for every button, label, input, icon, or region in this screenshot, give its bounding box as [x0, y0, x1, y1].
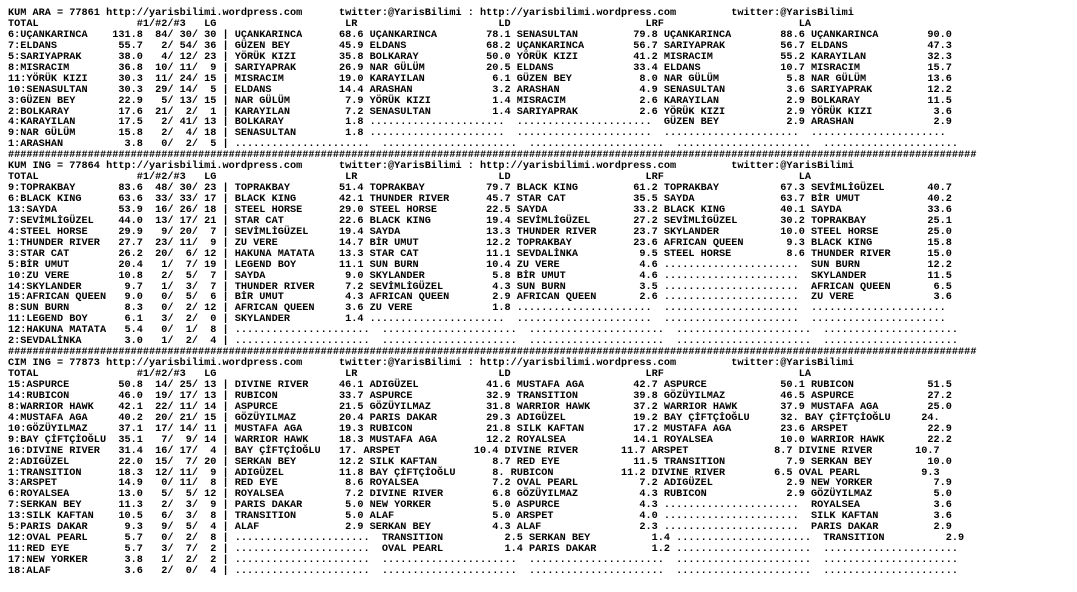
result-row: 3:ARSPET 14.9 0/ 11/ 8 | RED EYE 8.6 ROYALSEA 7.2 OVAL PEARL 7.2 ADIGÜZEL 2.9 NEW YORKER 7.9 — [8, 477, 952, 490]
result-row: 2:SEVDALİNKA 3.0 1/ 2/ 4 | ...................... ...................... ...................... ...................... ...................... — [8, 335, 959, 348]
result-row: 18:ALAF 3.6 2/ 0/ 4 | ...................... ...................... ...................... ...................... ...................... — [8, 564, 959, 577]
result-row: 7:SERKAN BEY 11.3 2/ 3/ 9 | PARIS DAKAR 5.0 NEW YORKER 5.0 ASPURCE 4.3 ...................... ROYALSEA 3.6 — [8, 499, 952, 512]
result-row: 3:STAR CAT 26.2 20/ 6/ 12 | HAKUNA MATATA 13.3 STAR CAT 11.1 SEVDALİNKA 9.5 STEEL HORSE 8.6 THUNDER RIVER 15.0 — [8, 247, 952, 260]
column-headers: TOTAL #1/#2/#3 LG LR LD LRF LA — [8, 368, 811, 380]
result-row: 1:ARASHAN 3.8 0/ 2/ 5 | ...................... ...................... ...................... ...................... ...................... — [8, 138, 959, 151]
result-row: 2:ADIGÜZEL 22.0 15/ 7/ 20 | SERKAN BEY 12.2 SILK KAFTAN 8.7 RED EYE 11.5 TRANSITION 7.9 SERKAN BEY 10.0 — [8, 455, 952, 468]
result-row: 10:ZU VERE 10.8 2/ 5/ 7 | SAYDA 9.0 SKYLANDER 5.8 BİR UMUT 4.6 ...................... SKYLANDER 11.5 — [8, 269, 952, 282]
result-row: 11:LEGEND BOY 6.1 3/ 2/ 0 | SKYLANDER 1.4 ...................... ...................... ...................... ...................... — [8, 313, 946, 326]
result-row: 9:NAR GÜLÜM 15.8 2/ 4/ 18 | SENASULTAN 1.8 ...................... ...................... ...................... ...................... — [8, 127, 946, 140]
result-row: 12:OVAL PEARL 5.7 0/ 2/ 8 | ...................... TRANSITION 2.5 SERKAN BEY 1.4 ...................... TRANSITION 2.9 — [8, 532, 965, 545]
result-row: 11:RED EYE 5.7 3/ 7/ 2 | ...................... OVAL PEARL 1.4 PARIS DAKAR 1.2 ...................... ...................... — [8, 543, 959, 556]
result-row: 2:BOLKARAY 17.6 21/ 2/ 1 | KARAYILAN 7.2 SENASULTAN 1.4 SARIYAPRAK 2.6 YÖRÜK KIZI 2.9 YÖRÜK KIZI 3.6 — [8, 105, 952, 118]
result-row: 5:SARIYAPRAK 38.0 4/ 12/ 23 | YÖRÜK KIZI 35.8 BOLKARAY 50.0 YÖRÜK KIZI 41.2 MISRACIM 55.2 KARAYILAN 32.3 — [8, 50, 952, 63]
result-row: 3:GÜZEN BEY 22.9 5/ 13/ 15 | NAR GÜLÜM 7.9 YÖRÜK KIZI 1.4 MISRACIM 2.6 KARAYILAN 2.9 BOLKARAY 11.5 — [8, 94, 952, 107]
result-row: 16:DIVINE RIVER 31.4 16/ 17/ 4 | BAY ÇİFTÇİOĞLU 17. ARSPET 10.4 DIVINE RIVER 11.7 ARSPET 8.7 DIVINE RIVER 10.7 — [8, 444, 940, 457]
result-row: 13:SILK KAFTAN 10.5 6/ 3/ 8 | TRANSITION 5.0 ALAF 5.0 ARSPET 4.0 ...................... SILK KAFTAN 3.6 — [8, 510, 952, 523]
section-header: KUM ING = 77864 http://yarisbilimi.wordpress.com twitter:@YarisBilimi : http://yarisbilimi.wordpress.com twitter:@YarisBilimi — [8, 160, 854, 173]
result-row: 14:SKYLANDER 9.7 1/ 3/ 7 | THUNDER RIVER 7.2 SEVİMLİGÜZEL 4.3 SUN BURN 3.5 ...................... AFRICAN QUEEN 6.5 — [8, 280, 952, 293]
result-row: 17:NEW YORKER 3.8 1/ 2/ 2 | ...................... ...................... ...................... ...................... ...................... — [8, 554, 959, 566]
section-header: KUM ARA = 77861 http://yarisbilimi.wordpress.com twitter:@YarisBilimi : http://yarisbilimi.wordpress.com twitter:@YarisBilimi — [8, 7, 854, 19]
result-row: 4:KARAYILAN 17.5 2/ 41/ 13 | BOLKARAY 1.8 ...................... ...................... GÜZEN BEY 2.9 ARASHAN 2.9 — [8, 116, 952, 129]
result-row: 7:ELDANS 55.7 2/ 54/ 36 | GÜZEN BEY 45.9 ELDANS 68.2 UÇANKARINCA 56.7 SARIYAPRAK 56.7 ELDANS 47.3 — [8, 39, 952, 52]
section-header: CIM ING = 77873 http://yarisbilimi.wordpress.com twitter:@YarisBilimi : http://yarisbilimi.wordpress.com twitter:@YarisBilimi — [8, 357, 854, 370]
result-row: 10:GÖZÜYILMAZ 37.1 17/ 14/ 11 | MUSTAFA AGA 19.3 RUBICON 21.8 SILK KAFTAN 17.2 MUSTAFA AGA 23.6 ARSPET 22.9 — [8, 422, 952, 435]
result-row: 4:STEEL HORSE 29.9 9/ 20/ 7 | SEVİMLİGÜZEL 19.4 SAYDA 13.3 THUNDER RIVER 23.7 SKYLANDER 10.0 STEEL HORSE 25.0 — [8, 225, 952, 238]
result-row: 15:ASPURCE 50.8 14/ 25/ 13 | DIVINE RIVER 46.1 ADIGÜZEL 41.6 MUSTAFA AGA 42.7 ASPURCE 50.1 RUBICON 51.5 — [8, 379, 952, 391]
result-row: 6:ROYALSEA 13.0 5/ 5/ 12 | ROYALSEA 7.2 DIVINE RIVER 6.8 GÖZÜYILMAZ 4.3 RUBICON 2.9 GÖZÜYILMAZ 5.0 — [8, 488, 952, 501]
result-row: 13:SAYDA 53.9 16/ 26/ 18 | STEEL HORSE 29.0 STEEL HORSE 22.5 SAYDA 33.2 BLACK KING 40.1 SAYDA 33.6 — [8, 203, 952, 216]
column-headers: TOTAL #1/#2/#3 LG LR LD LRF LA — [8, 17, 811, 30]
result-row: 8:SUN BURN 8.3 0/ 2/ 12 | AFRICAN QUEEN 3.6 ZU VERE 1.8 ...................... ...................... ...................... — [8, 302, 946, 315]
result-row: 4:MUSTAFA AGA 40.2 20/ 21/ 15 | GÖZÜYILMAZ 20.4 PARIS DAKAR 29.3 ADIGÜZEL 19.2 BAY ÇİFTÇİOĞLU 32. BAY ÇİFTÇİOĞLU 24. — [8, 411, 940, 424]
column-headers: TOTAL #1/#2/#3 LG LR LD LRF LA — [8, 171, 811, 184]
result-row: 8:MISRACIM 36.8 10/ 11/ 9 | SARIYAPRAK 26.9 NAR GÜLÜM 20.5 ELDANS 33.4 ELDANS 10.7 MISRACIM 15.7 — [8, 61, 952, 74]
result-row: 6:BLACK KING 63.6 33/ 33/ 17 | BLACK KING 42.1 THUNDER RIVER 45.7 STAR CAT 35.5 SAYDA 63.7 BİR UMUT 40.2 — [8, 193, 952, 205]
result-row: 10:SENASULTAN 30.3 29/ 14/ 5 | ELDANS 14.4 ARASHAN 3.2 ARASHAN 4.9 SENASULTAN 3.6 SARIYAPRAK 12.2 — [8, 83, 952, 96]
result-row: 7:SEVİMLİGÜZEL 44.0 13/ 17/ 21 | STAR CAT 22.6 BLACK KING 19.4 SEVİMLİGÜZEL 27.2 SEVİMLİGÜZEL 30.2 TOPRAKBAY 25.1 — [8, 214, 952, 227]
result-row: 5:PARIS DAKAR 9.3 9/ 5/ 4 | ALAF 2.9 SERKAN BEY 4.3 ALAF 2.3 ...................... PARIS DAKAR 2.9 — [8, 521, 952, 534]
section-separator: ############################################################################################################################################################## — [8, 346, 977, 359]
result-row: 11:YÖRÜK KIZI 30.3 11/ 24/ 15 | MISRACIM 19.0 KARAYILAN 6.1 GÜZEN BEY 8.0 NAR GÜLÜM 5.8 NAR GÜLÜM 13.6 — [8, 72, 952, 85]
result-row: 5:BİR UMUT 20.4 1/ 7/ 19 | LEGEND BOY 11.1 SUN BURN 10.4 ZU VERE 4.6 ...................... SUN BURN 12.2 — [8, 258, 952, 271]
result-row: 1:TRANSITION 18.3 12/ 11/ 9 | ADIGÜZEL 11.8 BAY ÇİFTÇİOĞLU 8. RUBICON 11.2 DIVINE RIVER 6.5 OVAL PEARL 9.3 — [8, 466, 940, 479]
result-row: 14:RUBICON 46.0 19/ 17/ 13 | RUBICON 33.7 ASPURCE 32.9 TRANSITION 39.8 GÖZÜYILMAZ 46.5 ASPURCE 27.2 — [8, 389, 952, 402]
result-row: 9:TOPRAKBAY 83.6 48/ 30/ 23 | TOPRAKBAY 51.4 TOPRAKBAY 79.7 BLACK KING 61.2 TOPRAKBAY 67.3 SEVİMLİGÜZEL 40.7 — [8, 182, 952, 194]
result-row: 9:BAY ÇİFTÇİOĞLU 35.1 7/ 9/ 14 | WARRIOR HAWK 18.3 MUSTAFA AGA 12.2 ROYALSEA 14.1 ROYALSEA 10.0 WARRIOR HAWK 22.2 — [8, 433, 952, 446]
result-row: 6:UÇANKARINCA 131.8 84/ 30/ 30 | UÇANKARINCA 68.6 UÇANKARINCA 78.1 SENASULTAN 79.8 UÇANKARINCA 88.6 UÇANKARINCA 90.0 — [8, 28, 952, 41]
section-separator: ############################################################################################################################################################## — [8, 149, 977, 162]
result-row: 1:THUNDER RIVER 27.7 23/ 11/ 9 | ZU VERE 14.7 BİR UMUT 12.2 TOPRAKBAY 23.6 AFRICAN QUEEN 9.3 BLACK KING 15.8 — [8, 236, 952, 249]
result-row: 8:WARRIOR HAWK 42.1 22/ 11/ 14 | ASPURCE 21.5 GÖZÜYILMAZ 31.8 WARRIOR HAWK 37.2 WARRIOR HAWK 37.9 MUSTAFA AGA 25.0 — [8, 400, 952, 413]
result-row: 15:AFRICAN QUEEN 9.0 0/ 5/ 6 | BİR UMUT 4.3 AFRICAN QUEEN 2.9 AFRICAN QUEEN 2.6 ...................... ZU VERE 3.6 — [8, 291, 952, 304]
result-row: 12:HAKUNA MATATA 5.4 0/ 1/ 8 | ...................... ...................... ...................... ...................... ...................... — [8, 324, 959, 337]
